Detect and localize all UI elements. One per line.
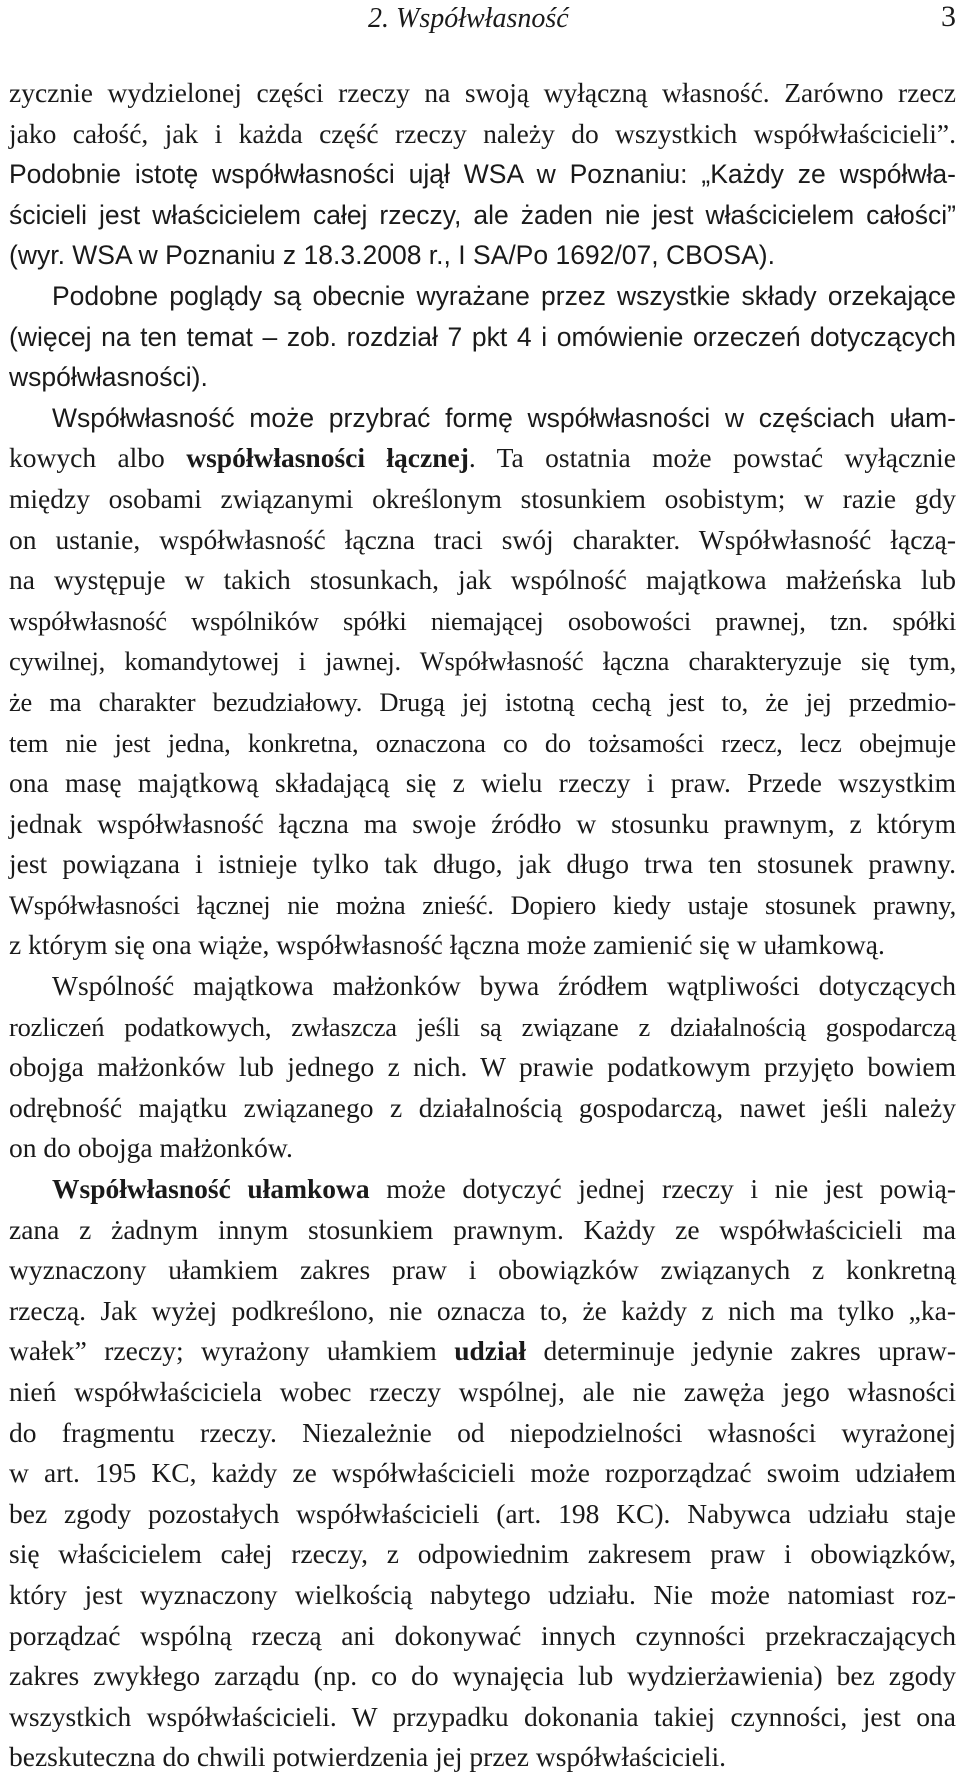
text-line: tem nie jest jedna, konkretna, oznaczona co do tożsamości rzecz, lecz obejmuje xyxy=(9,727,956,758)
text-line: Podobne poglądy są obecnie wyrażane przez wszystkie składy orzekające xyxy=(52,280,956,311)
text-line: Współwłasność może przybrać formę współwłasności w częściach ułam- xyxy=(52,402,956,433)
text-fragment: determinuje jedynie zakres upraw- xyxy=(526,1335,956,1367)
text-fragment: kowych albo xyxy=(9,442,187,474)
text-fragment: . Ta ostatnia może powstać wyłącznie xyxy=(468,442,956,474)
text-line: współwłasność wspólników spółki niemającej osobowości prawnej, tzn. spółki xyxy=(9,605,956,636)
text-fragment: wałek” rzeczy; wyrażony ułamkiem xyxy=(9,1335,455,1367)
text-line: on do obojga małżonków. xyxy=(9,1132,293,1164)
text-line: z którym się ona wiąże, współwłasność łączna może zamienić się w ułamkową. xyxy=(9,929,885,961)
emphasis-term: udział xyxy=(454,1335,527,1367)
text-fragment: może dotyczyć jednej rzeczy i nie jest powią- xyxy=(369,1173,956,1205)
text-line: że ma charakter bezudziałowy. Drugą jej istotną cechą jest to, że jej przedmio- xyxy=(9,686,956,717)
text-line: (więcej na ten temat – zob. rozdział 7 pkt 4 i omówienie orzeczeń dotyczących xyxy=(9,321,956,352)
text-line: ścicieli jest właścicielem całej rzeczy, ale żaden nie jest właścicielem całości” xyxy=(9,199,956,230)
text-line: jako całość, jak i każda część rzeczy należy do wszystkich współwłaścicieli”. xyxy=(9,117,956,149)
text-line: Podobnie istotę współwłasności ujął WSA w Poznaniu: „Każdy ze współwła- xyxy=(9,159,956,190)
text-line: wszystkich współwłaścicieli. W przypadku dokonania takiej czynności, jest ona xyxy=(9,1700,956,1732)
text-line xyxy=(0,1331,960,1372)
text-line: jednak współwłasność łączna ma swoje źródło w stosunku prawnym, z którym xyxy=(9,807,956,839)
text-line: rzeczą. Jak wyżej podkreślono, nie oznacza to, że każdy z nich ma tylko „ka- xyxy=(9,1294,956,1326)
text-line: ona masę majątkową składającą się z wielu rzeczy i praw. Przede wszystkim xyxy=(9,767,956,799)
text-line: rozliczeń podatkowych, zwłaszcza jeśli są związane z działalnością gospodarczą xyxy=(9,1011,956,1042)
text-line: na występuje w takich stosunkach, jak wspólność majątkowa małżeńska lub xyxy=(9,564,956,596)
text-line: obojga małżonków lub jednego z nich. W prawie podatkowym przyjęto bowiem xyxy=(9,1051,956,1083)
text-line: bez zgody pozostałych współwłaścicieli (art. 198 KC). Nabywca udziału staje xyxy=(9,1497,956,1529)
text-line: on ustanie, współwłasność łączna traci swój charakter. Współwłasność łączą- xyxy=(9,523,956,555)
text-line: w art. 195 KC, każdy ze współwłaścicieli może rozporządzać swoim udziałem xyxy=(9,1457,956,1489)
page-number: 3 xyxy=(941,0,956,33)
text-body xyxy=(0,73,960,1778)
text-line: między osobami związanymi określonym stosunkiem osobistym; w razie gdy xyxy=(9,482,956,514)
text-line: wyznaczony ułamkiem zakres praw i obowiązków związanych z konkretną xyxy=(9,1254,956,1286)
text-line: który jest wyznaczony wielkością nabytego udziału. Nie może natomiast roz- xyxy=(9,1578,956,1610)
text-line xyxy=(0,438,960,479)
emphasis-term: współwłasności łącznej xyxy=(186,442,469,474)
text-line: zycznie wydzielonej części rzeczy na swoją wyłączną własność. Zarówno rzecz xyxy=(9,77,956,108)
text-line: bezskuteczna do chwili potwierdzenia jej przez współwłaścicieli. xyxy=(9,1741,727,1773)
text-line: nień współwłaściciela wobec rzeczy wspólnej, ale nie zawęża jego własności xyxy=(9,1376,956,1407)
text-line: współwłasności). xyxy=(9,362,208,393)
text-line: do fragmentu rzeczy. Niezależnie od niepodzielności własności wyrażonej xyxy=(9,1416,956,1448)
text-line: Wspólność majątkowa małżonków bywa źródłem wątpliwości dotyczących xyxy=(52,970,956,1002)
text-line: zana z żadnym innym stosunkiem prawnym. Każdy ze współwłaścicieli ma xyxy=(9,1213,956,1245)
text-line: (wyr. WSA w Poznaniu z 18.3.2008 r., I SA/Po 1692/07, CBOSA). xyxy=(9,240,775,271)
text-line: się właścicielem całej rzeczy, z odpowiednim zakresem praw i obowiązków, xyxy=(9,1538,956,1570)
running-head: 2. Współwłasność xyxy=(368,3,569,34)
text-line: porządzać wspólną rzeczą ani dokonywać innych czynności przekraczających xyxy=(9,1619,956,1651)
text-line: odrębność majątku związanego z działalnością gospodarczą, nawet jeśli należy xyxy=(9,1091,956,1123)
text-line xyxy=(0,1169,960,1210)
emphasis-term: Współwłasność ułamkowa xyxy=(52,1173,370,1205)
text-line: jest powiązana i istnieje tylko tak długo, jak długo trwa ten stosunek prawny. xyxy=(9,848,956,880)
text-line: cywilnej, komandytowej i jawnej. Współwłasność łączna charakteryzuje się tym, xyxy=(9,646,956,677)
text-line: zakres zwykłego zarządu (np. co do wynajęcia lub wydzierżawienia) bez zgody xyxy=(9,1660,956,1692)
page-header xyxy=(0,0,960,44)
text-line: Współwłasności łącznej nie można znieść. Dopiero kiedy ustaje stosunek prawny, xyxy=(9,889,956,920)
